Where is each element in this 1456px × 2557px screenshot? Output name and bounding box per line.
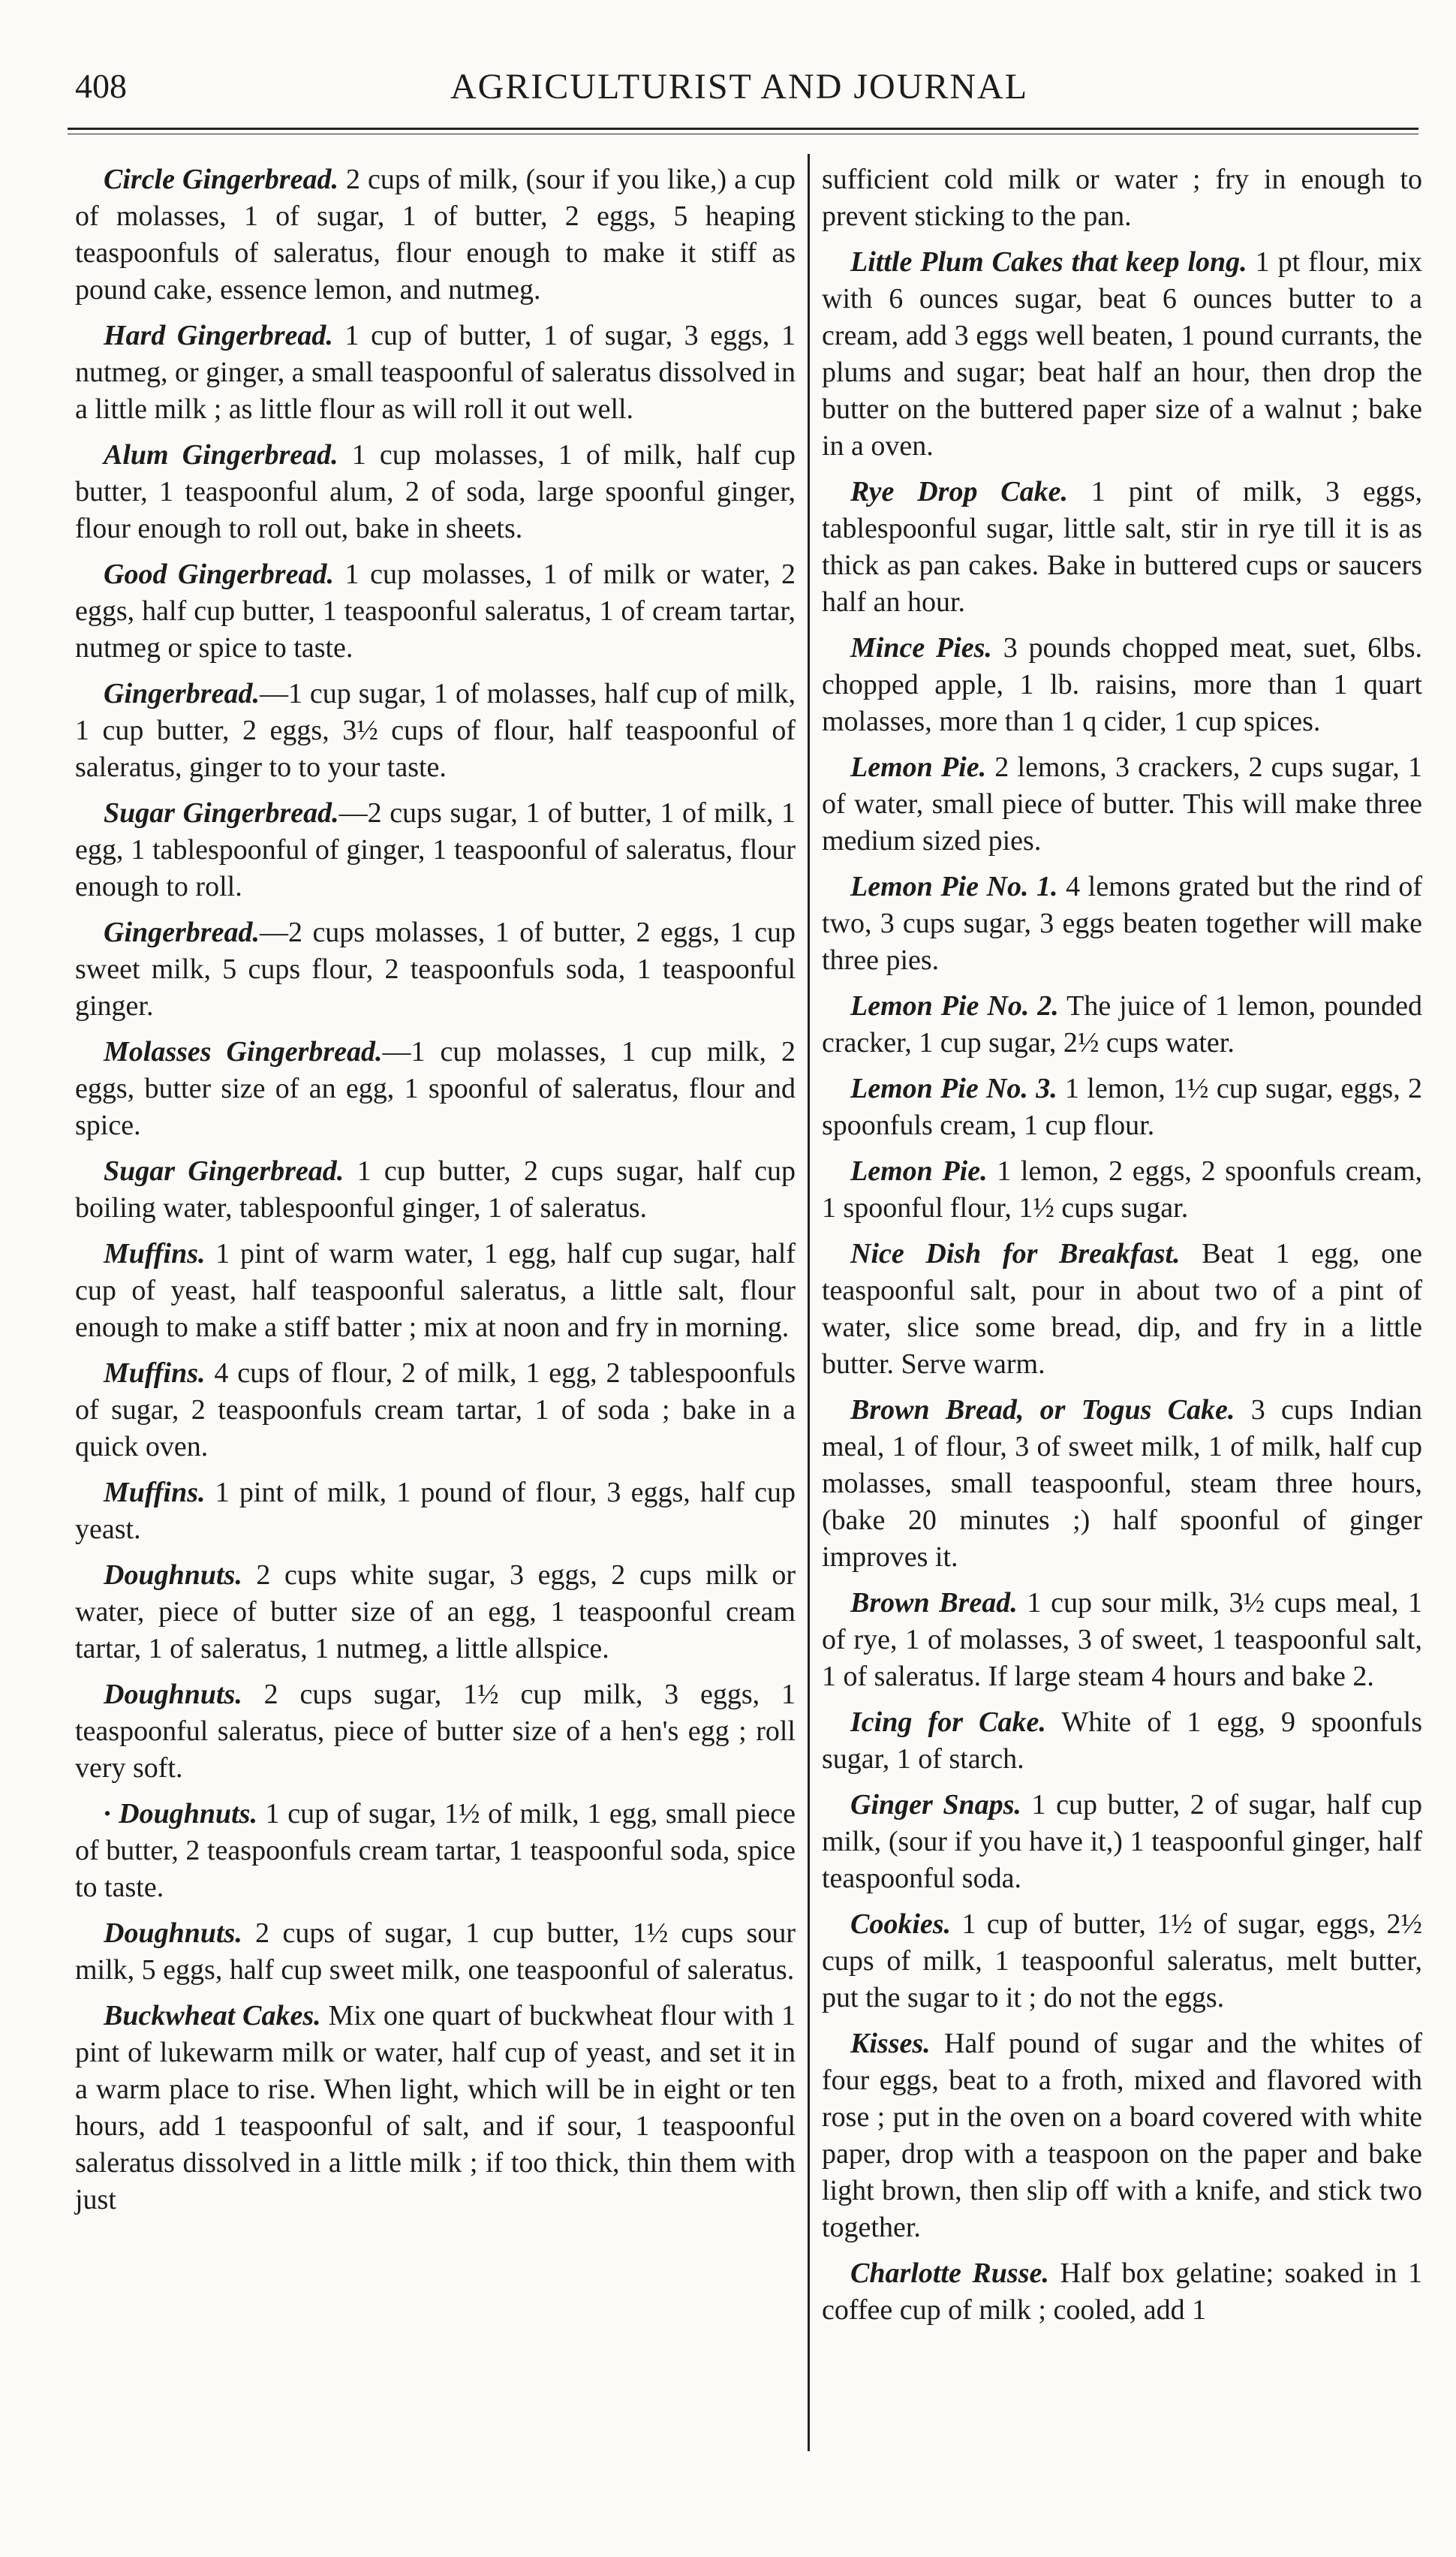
recipe-title: Lemon Pie No. 1. bbox=[850, 871, 1058, 902]
recipe-text: 3 cups Indian meal, 1 of flour, 3 of sweet milk, 1 of milk, half cup molasses, small teaspoonful, steam three hours, (bake 20 minutes ;) half spoonful of ginger improves it. bbox=[822, 1394, 1422, 1573]
recipe-entry bbox=[822, 1236, 1422, 1383]
recipe-title: Sugar Gingerbread. bbox=[104, 797, 339, 829]
recipe-entry bbox=[75, 1796, 796, 1906]
recipe-text: sufficient cold milk or water ; fry in enough to prevent sticking to the pan. bbox=[822, 164, 1422, 232]
recipe-title: Circle Gingerbread. bbox=[104, 164, 338, 195]
recipe-text: 1 cup of butter, 1½ of sugar, eggs, 2½ cups of milk, 1 teaspoonful saleratus, melt butter, put the sugar to it ; do not the eggs. bbox=[822, 1908, 1422, 2013]
recipe-text: —1 cup sugar, 1 of molasses, half cup of milk, 1 cup butter, 2 eggs, 3½ cups of flour, half teaspoonful of saleratus, ginger to to your taste. bbox=[75, 678, 796, 783]
recipe-text: 1 cup molasses, 1 of milk or water, 2 eggs, half cup butter, 1 teaspoonful saleratus, 1 of cream tartar, nutmeg or spice to taste. bbox=[75, 559, 796, 664]
recipe-text: 1 lemon, 1½ cup sugar, eggs, 2 spoonfuls cream, 1 cup flour. bbox=[822, 1073, 1422, 1141]
recipe-text: 1 pint of warm water, 1 egg, half cup sugar, half cup of yeast, half teaspoonful saleratus, a little salt, flour enough to make a stiff batter ; mix at noon and fry in morning. bbox=[75, 1238, 796, 1343]
recipe-title: · Doughnuts. bbox=[104, 1798, 257, 1830]
recipe-title: Sugar Gingerbread. bbox=[104, 1155, 344, 1187]
recipe-title: Charlotte Russe. bbox=[850, 2257, 1049, 2289]
recipe-text: —1 cup molasses, 1 cup milk, 2 eggs, butter size of an egg, 1 spoonful of saleratus, flour and spice. bbox=[75, 1036, 796, 1141]
recipe-text: 4 lemons grated but the rind of two, 3 cups sugar, 3 eggs beaten together will make three pies. bbox=[822, 871, 1422, 976]
recipe-title: Muffins. bbox=[104, 1357, 206, 1389]
recipe-entry bbox=[822, 2255, 1422, 2329]
recipe-text: Mix one quart of buckwheat flour with 1 pint of lukewarm milk or water, half cup of yeast, and set it in a warm place to rise. When light, which will be in eight or ten hours, add 1 teaspoonful of salt, and if sour, 1 teaspoonful saleratus dissolved in a little milk ; if too thick, thin them with just bbox=[75, 2000, 796, 2215]
recipe-text: 1 cup butter, 2 of sugar, half cup milk, (sour if you have it,) 1 teaspoonful ginger, half teaspoonful soda. bbox=[822, 1789, 1422, 1894]
recipe-entry bbox=[75, 1557, 796, 1667]
recipe-text: Beat 1 egg, one teaspoonful salt, pour in about two of a pint of water, slice some bread, dip, and fry in a little butter. Serve warm. bbox=[822, 1238, 1422, 1380]
recipe-text: 3 pounds chopped meat, suet, 6lbs. chopped apple, 1 lb. raisins, more than 1 quart molasses, more than 1 q cider, 1 cup spices. bbox=[822, 632, 1422, 737]
recipe-entry bbox=[822, 1153, 1422, 1227]
recipe-title: Alum Gingerbread. bbox=[104, 439, 338, 471]
recipe-entry bbox=[75, 1915, 796, 1989]
running-title: AGRICULTURIST AND JOURNAL bbox=[450, 67, 1029, 107]
recipe-text: 1 lemon, 2 eggs, 2 spoonfuls cream, 1 spoonful flour, 1½ cups sugar. bbox=[822, 1155, 1423, 1224]
header-rule bbox=[68, 128, 1418, 130]
recipe-text: 2 cups of milk, (sour if you like,) a cup of molasses, 1 of sugar, 1 of butter, 2 eggs, 5 heaping teaspoonfuls of saleratus, flour enough to make it stiff as pound cake, essence lemon, and nutmeg. bbox=[75, 164, 796, 306]
recipe-title: Doughnuts. bbox=[104, 1917, 242, 1949]
recipe-text: White of 1 egg, 9 spoonfuls sugar, 1 of starch. bbox=[822, 1706, 1422, 1775]
recipe-title: Lemon Pie No. 3. bbox=[850, 1073, 1057, 1104]
recipe-entry bbox=[75, 1236, 796, 1346]
recipe-title: Lemon Pie. bbox=[850, 1155, 988, 1187]
recipe-entry bbox=[822, 1906, 1422, 2016]
recipe-title: Kisses. bbox=[850, 2028, 931, 2059]
page-number: 408 bbox=[75, 67, 127, 105]
recipe-text: —2 cups molasses, 1 of butter, 2 eggs, 1 cup sweet milk, 5 cups flour, 2 teaspoonfuls soda, 1 teaspoonful ginger. bbox=[75, 917, 796, 1022]
recipe-title: Good Gingerbread. bbox=[104, 559, 334, 590]
recipe-entry bbox=[822, 474, 1422, 621]
recipe-title: Brown Bread. bbox=[850, 1587, 1018, 1619]
recipe-entry bbox=[822, 630, 1422, 740]
recipe-entry bbox=[75, 1676, 796, 1787]
recipe-entry bbox=[822, 749, 1422, 860]
recipe-title: Cookies. bbox=[850, 1908, 952, 1940]
recipe-title: Lemon Pie No. 2. bbox=[850, 990, 1059, 1022]
recipe-text: 2 lemons, 3 crackers, 2 cups sugar, 1 of water, small piece of butter. This will make three medium sized pies. bbox=[822, 751, 1422, 857]
recipe-text: 1 pint of milk, 1 pound of flour, 3 eggs, half cup yeast. bbox=[75, 1477, 796, 1545]
right-column bbox=[822, 161, 1422, 2338]
recipe-title: Buckwheat Cakes. bbox=[104, 2000, 321, 2031]
column-divider bbox=[808, 154, 810, 2451]
recipe-entry bbox=[75, 556, 796, 667]
recipe-entry bbox=[75, 1998, 796, 2218]
recipe-title: Rye Drop Cake. bbox=[850, 476, 1068, 507]
recipe-entry bbox=[75, 1474, 796, 1548]
recipe-entry bbox=[822, 161, 1422, 235]
recipe-title: Mince Pies. bbox=[850, 632, 992, 664]
recipe-entry bbox=[822, 244, 1422, 465]
recipe-entry bbox=[822, 988, 1422, 1062]
recipe-text: 1 pt flour, mix with 6 ounces sugar, beat 6 ounces butter to a cream, add 3 eggs well beaten, 1 pound currants, the plums and sugar; beat half an hour, then drop the butter on the buttered paper size of a walnut ; bake in a oven. bbox=[822, 246, 1422, 462]
recipe-text: Half pound of sugar and the whites of four eggs, beat to a froth, mixed and flavored with rose ; put in the oven on a board covered with white paper, drop with a teaspoon on the paper and bake light brown, then slip off with a knife, and stick two together. bbox=[822, 2028, 1422, 2243]
recipe-title: Molasses Gingerbread. bbox=[104, 1036, 383, 1068]
recipe-text: The juice of 1 lemon, pounded cracker, 1 cup sugar, 2½ cups water. bbox=[822, 990, 1422, 1059]
recipe-text: 1 cup of sugar, 1½ of milk, 1 egg, small piece of butter, 2 teaspoonfuls cream tartar, 1 teaspoonful soda, spice to taste. bbox=[75, 1798, 796, 1903]
recipe-entry bbox=[75, 437, 796, 547]
recipe-text: 1 cup butter, 2 cups sugar, half cup boiling water, tablespoonful ginger, 1 of saleratus. bbox=[75, 1155, 796, 1224]
recipe-title: Gingerbread. bbox=[104, 917, 260, 948]
recipe-entry bbox=[75, 1355, 796, 1465]
recipe-title: Gingerbread. bbox=[104, 678, 260, 709]
recipe-entry bbox=[75, 1034, 796, 1144]
recipe-text: —2 cups sugar, 1 of butter, 1 of milk, 1 egg, 1 tablespoonful of ginger, 1 teaspoonful of saleratus, flour enough to roll. bbox=[75, 797, 796, 902]
recipe-title: Hard Gingerbread. bbox=[104, 320, 333, 351]
page-header bbox=[60, 66, 1418, 111]
recipe-entry bbox=[75, 161, 796, 309]
left-column bbox=[75, 161, 796, 2227]
recipe-entry bbox=[75, 914, 796, 1025]
recipe-text: 1 cup sour milk, 3½ cups meal, 1 of rye, 1 of molasses, 3 of sweet, 1 teaspoonful salt, 1 of saleratus. If large steam 4 hours and bake 2. bbox=[822, 1587, 1423, 1692]
recipe-text: 1 cup of butter, 1 of sugar, 3 eggs, 1 nutmeg, or ginger, a small teaspoonful of saleratus dissolved in a little milk ; as little flour as will roll it out well. bbox=[75, 320, 796, 425]
recipe-entry bbox=[75, 676, 796, 786]
recipe-text: 1 cup molasses, 1 of milk, half cup butter, 1 teaspoonful alum, 2 of soda, large spoonful ginger, flour enough to roll out, bake in sheets. bbox=[75, 439, 796, 544]
recipe-entry bbox=[822, 1585, 1422, 1695]
recipe-entry bbox=[822, 1071, 1422, 1144]
recipe-text: 4 cups of flour, 2 of milk, 1 egg, 2 tablespoonfuls of sugar, 2 teaspoonfuls cream tartar, 1 of soda ; bake in a quick oven. bbox=[75, 1357, 796, 1462]
recipe-entry bbox=[822, 1392, 1422, 1576]
recipe-text: 2 cups of sugar, 1 cup butter, 1½ cups sour milk, 5 eggs, half cup sweet milk, one teaspoonful of saleratus. bbox=[75, 1917, 796, 1986]
recipe-entry bbox=[75, 1153, 796, 1227]
recipe-entry bbox=[822, 1704, 1422, 1778]
recipe-title: Ginger Snaps. bbox=[850, 1789, 1021, 1821]
recipe-title: Brown Bread, or Togus Cake. bbox=[850, 1394, 1235, 1426]
recipe-title: Doughnuts. bbox=[104, 1559, 242, 1591]
recipe-entry bbox=[822, 1787, 1422, 1897]
recipe-title: Muffins. bbox=[104, 1477, 206, 1508]
recipe-title: Icing for Cake. bbox=[850, 1706, 1046, 1738]
recipe-text: Half box gelatine; soaked in 1 coffee cup of milk ; cooled, add 1 bbox=[822, 2257, 1422, 2326]
recipe-title: Muffins. bbox=[104, 1238, 206, 1269]
recipe-entry bbox=[75, 795, 796, 905]
recipe-title: Nice Dish for Breakfast. bbox=[850, 1238, 1181, 1269]
recipe-entry bbox=[75, 318, 796, 428]
recipe-title: Little Plum Cakes that keep long. bbox=[850, 246, 1247, 278]
recipe-entry bbox=[822, 2025, 1422, 2246]
recipe-title: Lemon Pie. bbox=[850, 751, 987, 783]
recipe-entry bbox=[822, 869, 1422, 979]
recipe-text: 2 cups white sugar, 3 eggs, 2 cups milk or water, piece of butter size of an egg, 1 teaspoonful cream tartar, 1 of saleratus, 1 nutmeg, a little allspice. bbox=[75, 1559, 796, 1664]
recipe-text: 1 pint of milk, 3 eggs, tablespoonful sugar, little salt, stir in rye till it is as thick as pan cakes. Bake in buttered cups or saucers half an hour. bbox=[822, 476, 1422, 618]
recipe-text: 2 cups sugar, 1½ cup milk, 3 eggs, 1 teaspoonful saleratus, piece of butter size of a hen's egg ; roll very soft. bbox=[75, 1679, 796, 1784]
recipe-title: Doughnuts. bbox=[104, 1679, 242, 1710]
